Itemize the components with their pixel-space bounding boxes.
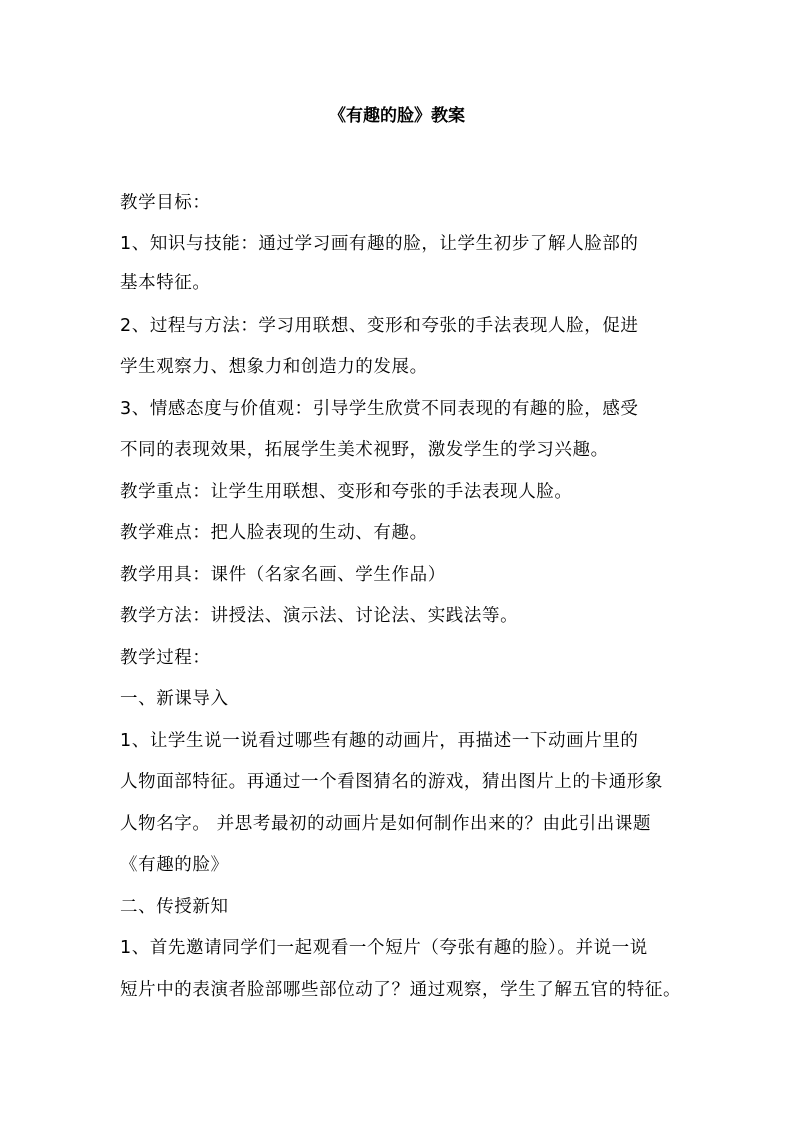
paragraph-line: 1、知识与技能：通过学习画有趣的脸，让学生初步了解人脸部的 bbox=[120, 234, 639, 254]
subsection-heading-new-knowledge: 二、传授新知 bbox=[120, 897, 229, 917]
paragraph-line: 学生观察力、想象力和创造力的发展。 bbox=[120, 357, 428, 377]
paragraph-line: 1、让学生说一说看过哪些有趣的动画片，再描述一下动画片里的 bbox=[120, 731, 639, 751]
paragraph-line: 短片中的表演者脸部哪些部位动了？通过观察，学生了解五官的特征。 bbox=[120, 980, 682, 1000]
section-line-difficulties: 教学难点：把人脸表现的生动、有趣。 bbox=[120, 523, 428, 543]
section-line-tools: 教学用具：课件（名家名画、学生作品） bbox=[120, 565, 446, 585]
section-line-methods: 教学方法：讲授法、演示法、讨论法、实践法等。 bbox=[120, 606, 519, 626]
paragraph-line: 3、情感态度与价值观：引导学生欣赏不同表现的有趣的脸，感受 bbox=[120, 399, 639, 419]
paragraph-line: 基本特征。 bbox=[120, 273, 211, 293]
paragraph-line: 不同的表现效果，拓展学生美术视野，激发学生的学习兴趣。 bbox=[120, 440, 609, 460]
section-line-key-points: 教学重点：让学生用联想、变形和夸张的手法表现人脸。 bbox=[120, 482, 573, 502]
section-heading-objectives: 教学目标： bbox=[120, 193, 211, 213]
paragraph-line: 人物名字。 并思考最初的动画片是如何制作出来的？由此引出课题 bbox=[120, 814, 652, 834]
paragraph-line: 人物面部特征。再通过一个看图猜名的游戏，猜出图片上的卡通形象 bbox=[120, 772, 663, 792]
subsection-heading-intro: 一、新课导入 bbox=[120, 689, 229, 709]
document-title: 《有趣的脸》教案 bbox=[329, 106, 465, 126]
section-heading-process: 教学过程： bbox=[120, 648, 211, 668]
paragraph-line: 1、首先邀请同学们一起观看一个短片（夸张有趣的脸）。并说一说 bbox=[120, 938, 648, 958]
paragraph-line: 2、过程与方法：学习用联想、变形和夸张的手法表现人脸，促进 bbox=[120, 316, 639, 336]
paragraph-line: 《有趣的脸》 bbox=[120, 855, 229, 875]
